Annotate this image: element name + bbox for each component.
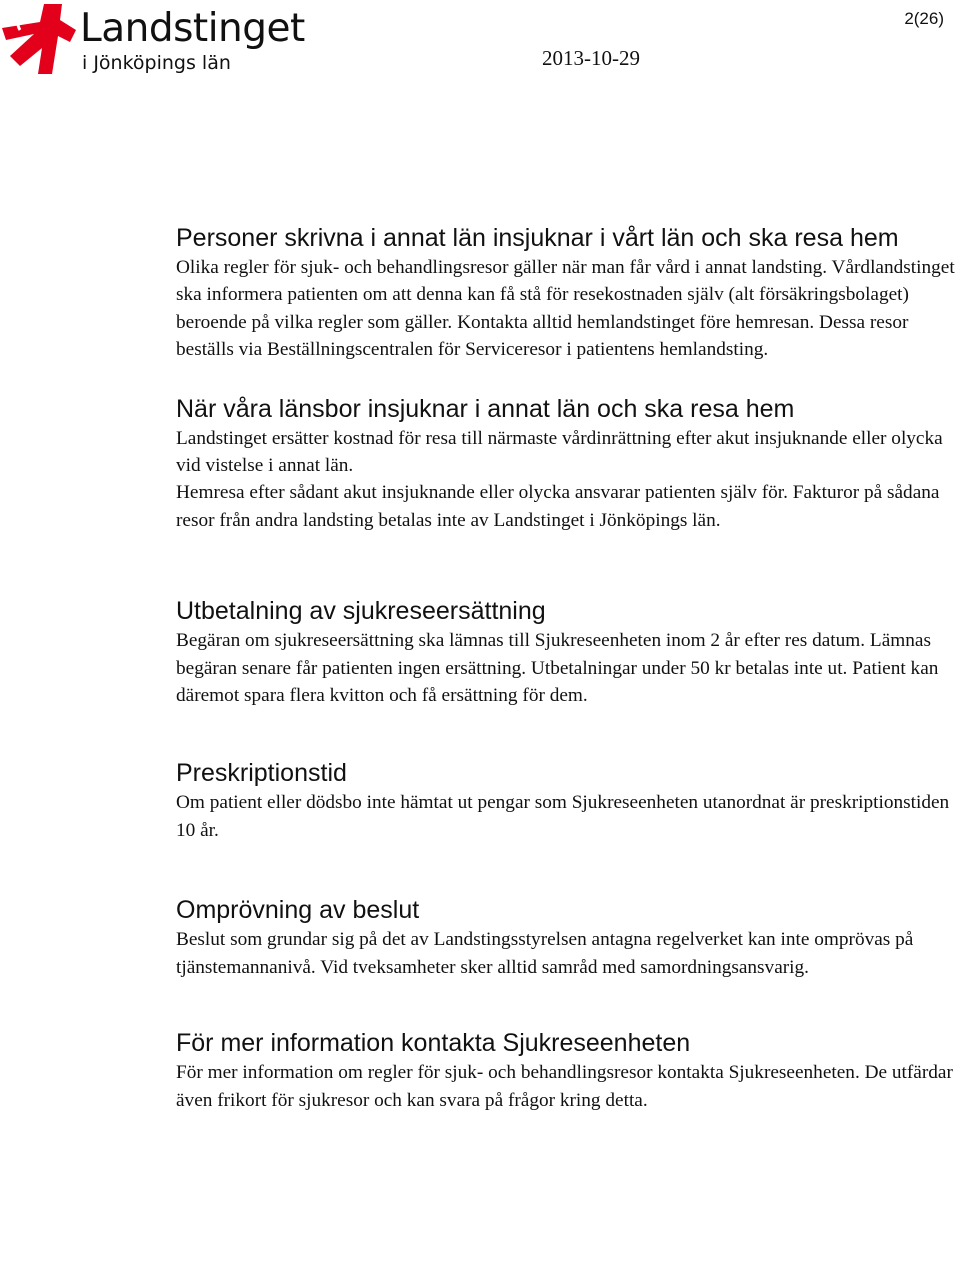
landstinget-logo-mark-icon <box>0 2 76 74</box>
document-date: 2013-10-29 <box>542 46 640 70</box>
section-paragraph: Om patient eller dödsbo inte hämtat ut pengar som Sjukreseenheten utanordnat är preskriptionstiden 10 år. <box>176 792 950 841</box>
section-contact <box>176 1027 960 1114</box>
section-paragraph: Olika regler för sjuk- och behandlingsresor gäller när man får vård i annat landsting. Vårdlandstinget ska informera patienten om att denna kan få stå för resekostnaden själv (alt försäkringsbolaget) beroende på vilka regler som gäller. Kontakta alltid hemlandstinget före hemresan. Dessa resor beställs via Beställningscentralen för Serviceresor i patientens hemlandsting. <box>176 257 955 361</box>
section-paragraph: För mer information om regler för sjuk- och behandlingsresor kontakta Sjukreseenheten. De utfärdar även frikort för sjukresor och kan svara på frågor kring detta. <box>176 1062 953 1111</box>
section-heading: Omprövning av beslut <box>176 896 420 925</box>
logo <box>0 0 320 80</box>
section-heading: Personer skrivna i annat län insjuknar i vårt län och ska resa hem <box>176 224 899 252</box>
section-paragraph: Begäran om sjukreseersättning ska lämnas till Sjukreseenheten inom 2 år efter res datum. Lämnas begäran senare får patienten ingen ersättning. Utbetalningar under 50 kr betalas inte ut. Patient kan däremot spara flera kvitton och få ersättning för dem. <box>176 630 939 707</box>
section-foreign-residents <box>176 222 960 364</box>
section-residents-abroad <box>176 393 960 535</box>
section-heading: När våra länsbor insjuknar i annat län och ska resa hem <box>176 394 795 423</box>
section-heading: Preskriptionstid <box>176 759 347 788</box>
page-number: 2(26) <box>904 9 944 28</box>
section-paragraph: Beslut som grundar sig på det av Landstingsstyrelsen antagna regelverket kan inte omprövas på tjänstemannanivå. Vid tveksamheter sker alltid samråd med samordningsansvarig. <box>176 929 914 978</box>
section-limitation-period <box>176 757 960 844</box>
section-paragraph: Landstinget ersätter kostnad för resa till närmaste vårdinrättning efter akut insjuknande eller olycka vid vistelse i annat län. <box>176 427 943 477</box>
section-paragraph: Hemresa efter sådant akut insjuknande eller olycka ansvarar patienten själv för. Fakturor på sådana resor från andra landsting betalas inte av Landstinget i Jönköpings län. <box>176 482 940 531</box>
logo-subtitle: i Jönköpings län <box>82 52 231 74</box>
section-heading: För mer information kontakta Sjukreseenheten <box>176 1029 691 1058</box>
logo-title: Landstinget <box>80 6 305 51</box>
document-body <box>176 222 960 1114</box>
section-payout <box>176 595 960 709</box>
section-review <box>176 894 960 981</box>
section-heading: Utbetalning av sjukreseersättning <box>176 597 546 626</box>
